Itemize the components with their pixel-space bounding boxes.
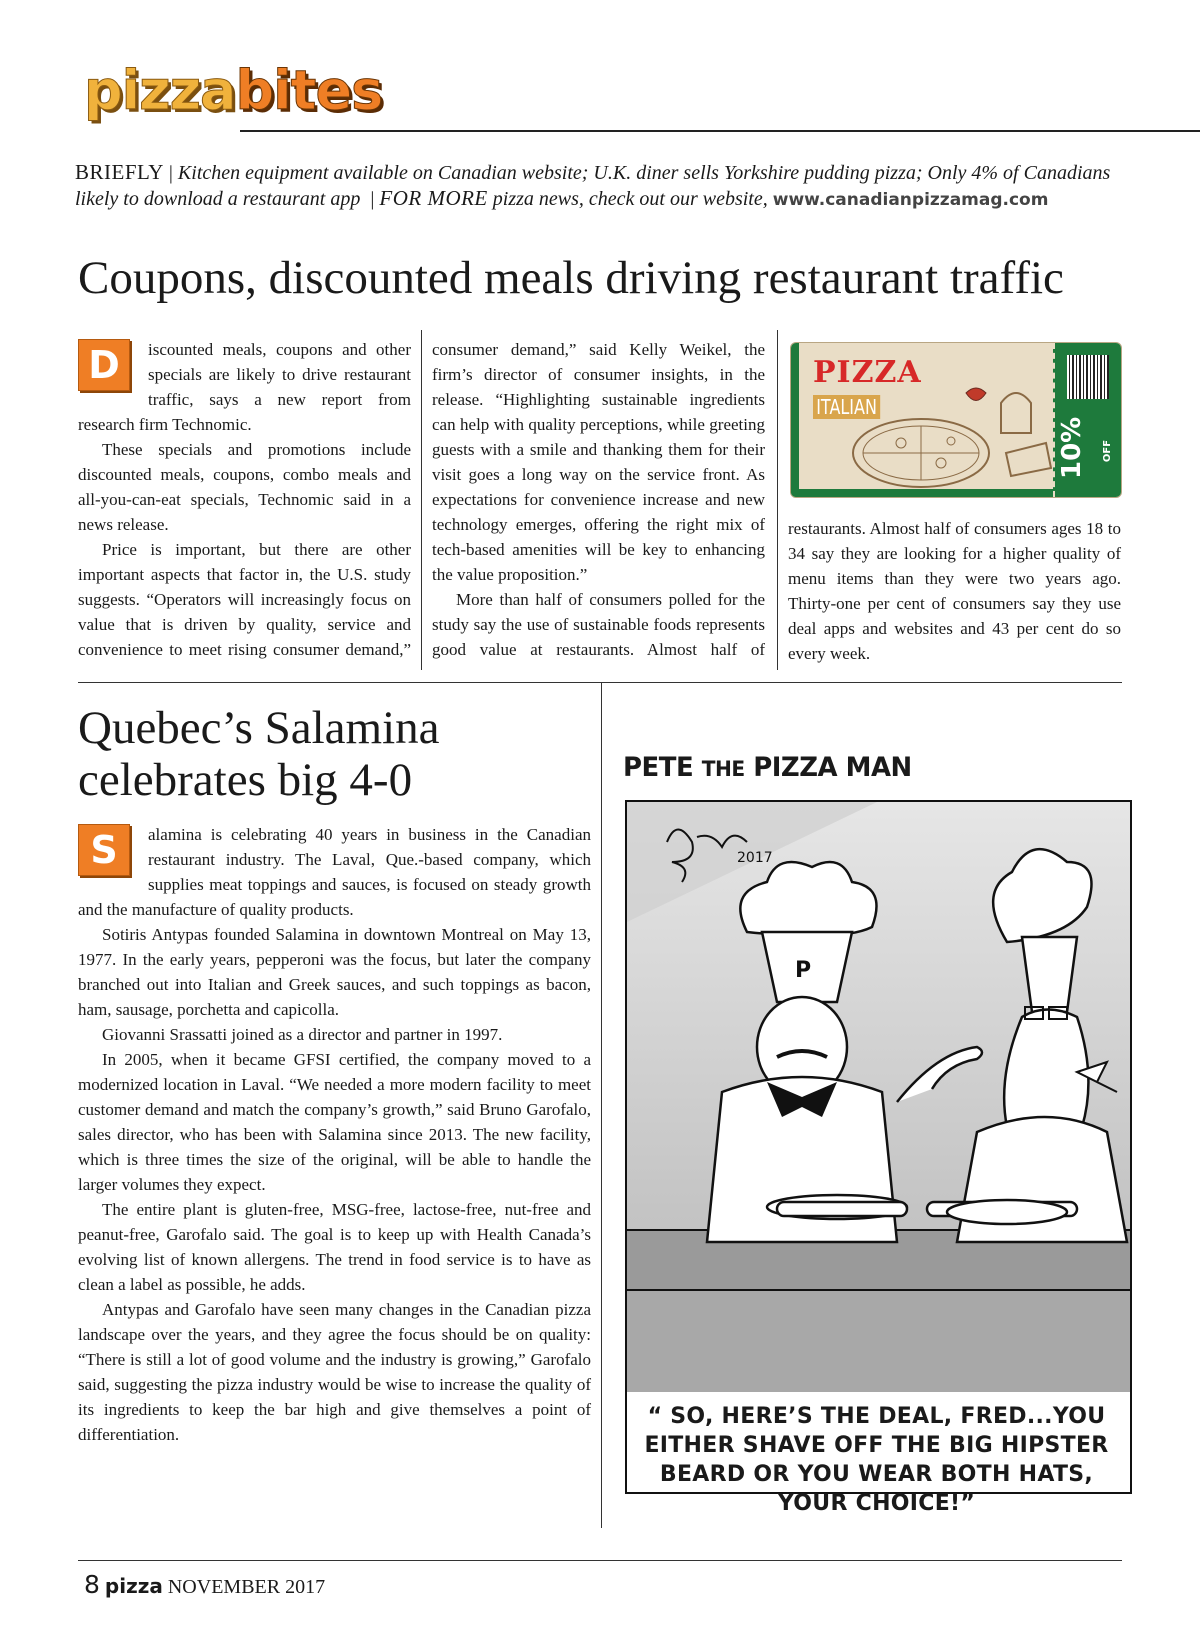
page-number: 8 <box>84 1570 100 1599</box>
section-divider <box>78 682 1122 683</box>
website-link[interactable]: www.canadianpizzamag.com <box>772 190 1049 210</box>
column-divider <box>601 683 602 1528</box>
article2-paragraph-3: Giovanni Srassatti joined as a director and partner in 1997. <box>102 1025 503 1044</box>
article1-paragraph-4: More than half of consumers polled for the study say the use of sustainable foods represents good value at restaurants. Almost half of <box>432 590 765 659</box>
footer-issue: NOVEMBER 2017 <box>167 1576 326 1598</box>
article1-title: Coupons, discounted meals driving restaurant traffic <box>78 252 1064 304</box>
footer-rule <box>78 1560 1122 1561</box>
coupon-off-label: OFF <box>1102 439 1113 463</box>
article2-title-line-1: Quebec’s Salamina <box>78 702 440 754</box>
article1-column-3: restaurants. Almost half of consumers ages 18 to 34 say they are looking for a higher quality of menu items than they were two years ago. Thirty-one per cent of consumers say they use deal apps and websites and 43 per cent do so every week. <box>788 519 1121 663</box>
briefly-label: BRIEFLY <box>75 160 164 184</box>
cartoon-title-pete: PETE <box>623 752 694 783</box>
article1-paragraph-3: Price is important, but there are other important aspects that factor in, the U.S. study suggests. “Operators will increasingly focus on value that is driven by quality, service and convenience to meet rising consumer demand,” <box>78 540 411 659</box>
briefly-text: Kitchen equipment available on Canadian website; U.K. diner sells Yorkshire pudding pizza; Only 4% of Canadians likely to download a restaurant app <box>75 162 1111 210</box>
coupon-image <box>790 342 1122 498</box>
more-label: FOR MORE <box>379 186 488 210</box>
article2-paragraph-4: In 2005, when it became GFSI certified, the company moved to a modernized location in Laval. “We needed a more modern facility to meet customer demand and match the company’s growth,” said Bruno Garofalo, sales director, who has been with Salamina since 2013. The new facility, which is three times the size of the original, will be able to handle the larger volumes they expect. <box>78 1050 591 1194</box>
header-rule <box>240 130 1200 132</box>
article2-title <box>78 702 440 806</box>
coupon-border <box>791 343 799 497</box>
coupon-pizza-text: PIZZA <box>813 355 922 390</box>
coupon-italian-text: ITALIAN <box>813 395 880 419</box>
article2-dropcap: S <box>78 824 130 876</box>
logo-pizza: pizza <box>84 59 236 122</box>
footer-brand: pizza <box>104 1574 163 1598</box>
article2-paragraph-2: Sotiris Antypas founded Salamina in downtown Montreal on May 13, 1977. In the early years, pepperoni was the focus, but later the company branched out into Italian and Greek sauces, and such toppings as bacon, ham, sausage, porchetta and capicolla. <box>78 925 591 1019</box>
cartoon-illustration <box>627 802 1130 1392</box>
article2-paragraph-6: Antypas and Garofalo have seen many changes in the Canadian pizza landscape over the years, and they agree the focus should be on quality: “There is still a lot of good volume and the industry is growing,” Garofalo said, suggesting the pizza industry would be wise to increase the quality of its ingredients to keep the bar high and give themselves a point of differentiation. <box>78 1300 591 1444</box>
column-divider <box>777 330 778 670</box>
page-footer <box>84 1570 325 1599</box>
article1-paragraph-2: These specials and promotions include discounted meals, coupons, combo meals and all-you-can-eat specials, Technomic said in a news release. <box>78 440 411 534</box>
article2-title-line-2: celebrates big 4-0 <box>78 754 413 806</box>
article1-column-2: consumer demand,” said Kelly Weikel, the firm’s director of consumer insights, in the release. “Highlighting sustainable ingredients can help with quality perceptions, while greeting guests with a smile and thanking them for their visit goes a long way on the service front. As expectations for convenience increase and new technology emerges, offering the right mix of tech-based amenities will be key to enhancing the value proposition.” More than half of consumers polled for the study say the use of sustainable foods represents good value at restaurants. Almost half of <box>432 337 765 662</box>
section-logo <box>84 59 383 122</box>
more-text: pizza news, check out our website, <box>492 188 768 210</box>
barcode-icon <box>1067 355 1109 399</box>
cartoon-title-the: THE <box>701 757 745 781</box>
article2-body <box>78 822 591 1447</box>
cartoon-title-pizzaman: PIZZA MAN <box>753 752 912 783</box>
coupon-discount-value: 10% <box>1057 416 1087 479</box>
coupon-discount <box>1057 416 1117 479</box>
article1-dropcap: D <box>78 339 130 391</box>
article2-paragraph-1: alamina is celebrating 40 years in business in the Canadian restaurant industry. The Laval, Que.-based company, which supplies meat toppings and sauces, is focused on steady growth and the manufacture of quality products. <box>78 825 591 919</box>
cartoon-panel <box>625 800 1132 1494</box>
article1-paragraph-1: iscounted meals, coupons and other specials are likely to drive restaurant traffic, says a new report from research firm Technomic. <box>78 340 411 434</box>
cartoon-title <box>623 752 912 783</box>
cartoon-caption: “ SO, HERE’S THE DEAL, FRED...YOU EITHER SHAVE OFF THE BIG HIPSTER BEARD OR YOU WEAR BOTH HATS, YOUR CHOICE!” <box>644 1404 1109 1516</box>
coupon-stub <box>1053 343 1121 497</box>
article1-paragraph-3-start <box>78 537 411 662</box>
article2-paragraph-5: The entire plant is gluten-free, MSG-free, lactose-free, nut-free and peanut-free, Garofalo said. The goal is to keep up with Health Canada’s evolving list of known allergens. The trend in food service is to have as clean a label as possible, he adds. <box>78 1200 591 1294</box>
cartoon-signature-year: 2017 <box>737 850 773 866</box>
article1-column-1 <box>78 337 411 662</box>
column-divider <box>421 330 422 670</box>
briefly-bar: BRIEFLY | Kitchen equipment available on Canadian website; U.K. diner sells Yorkshire pudding pizza; Only 4% of Canadians likely to download a restaurant app | FOR MORE pizza news, check out our website, www.canadianpizzamag.com <box>75 160 1111 210</box>
logo-bites: bites <box>235 59 383 122</box>
hat-letter: P <box>795 958 812 983</box>
